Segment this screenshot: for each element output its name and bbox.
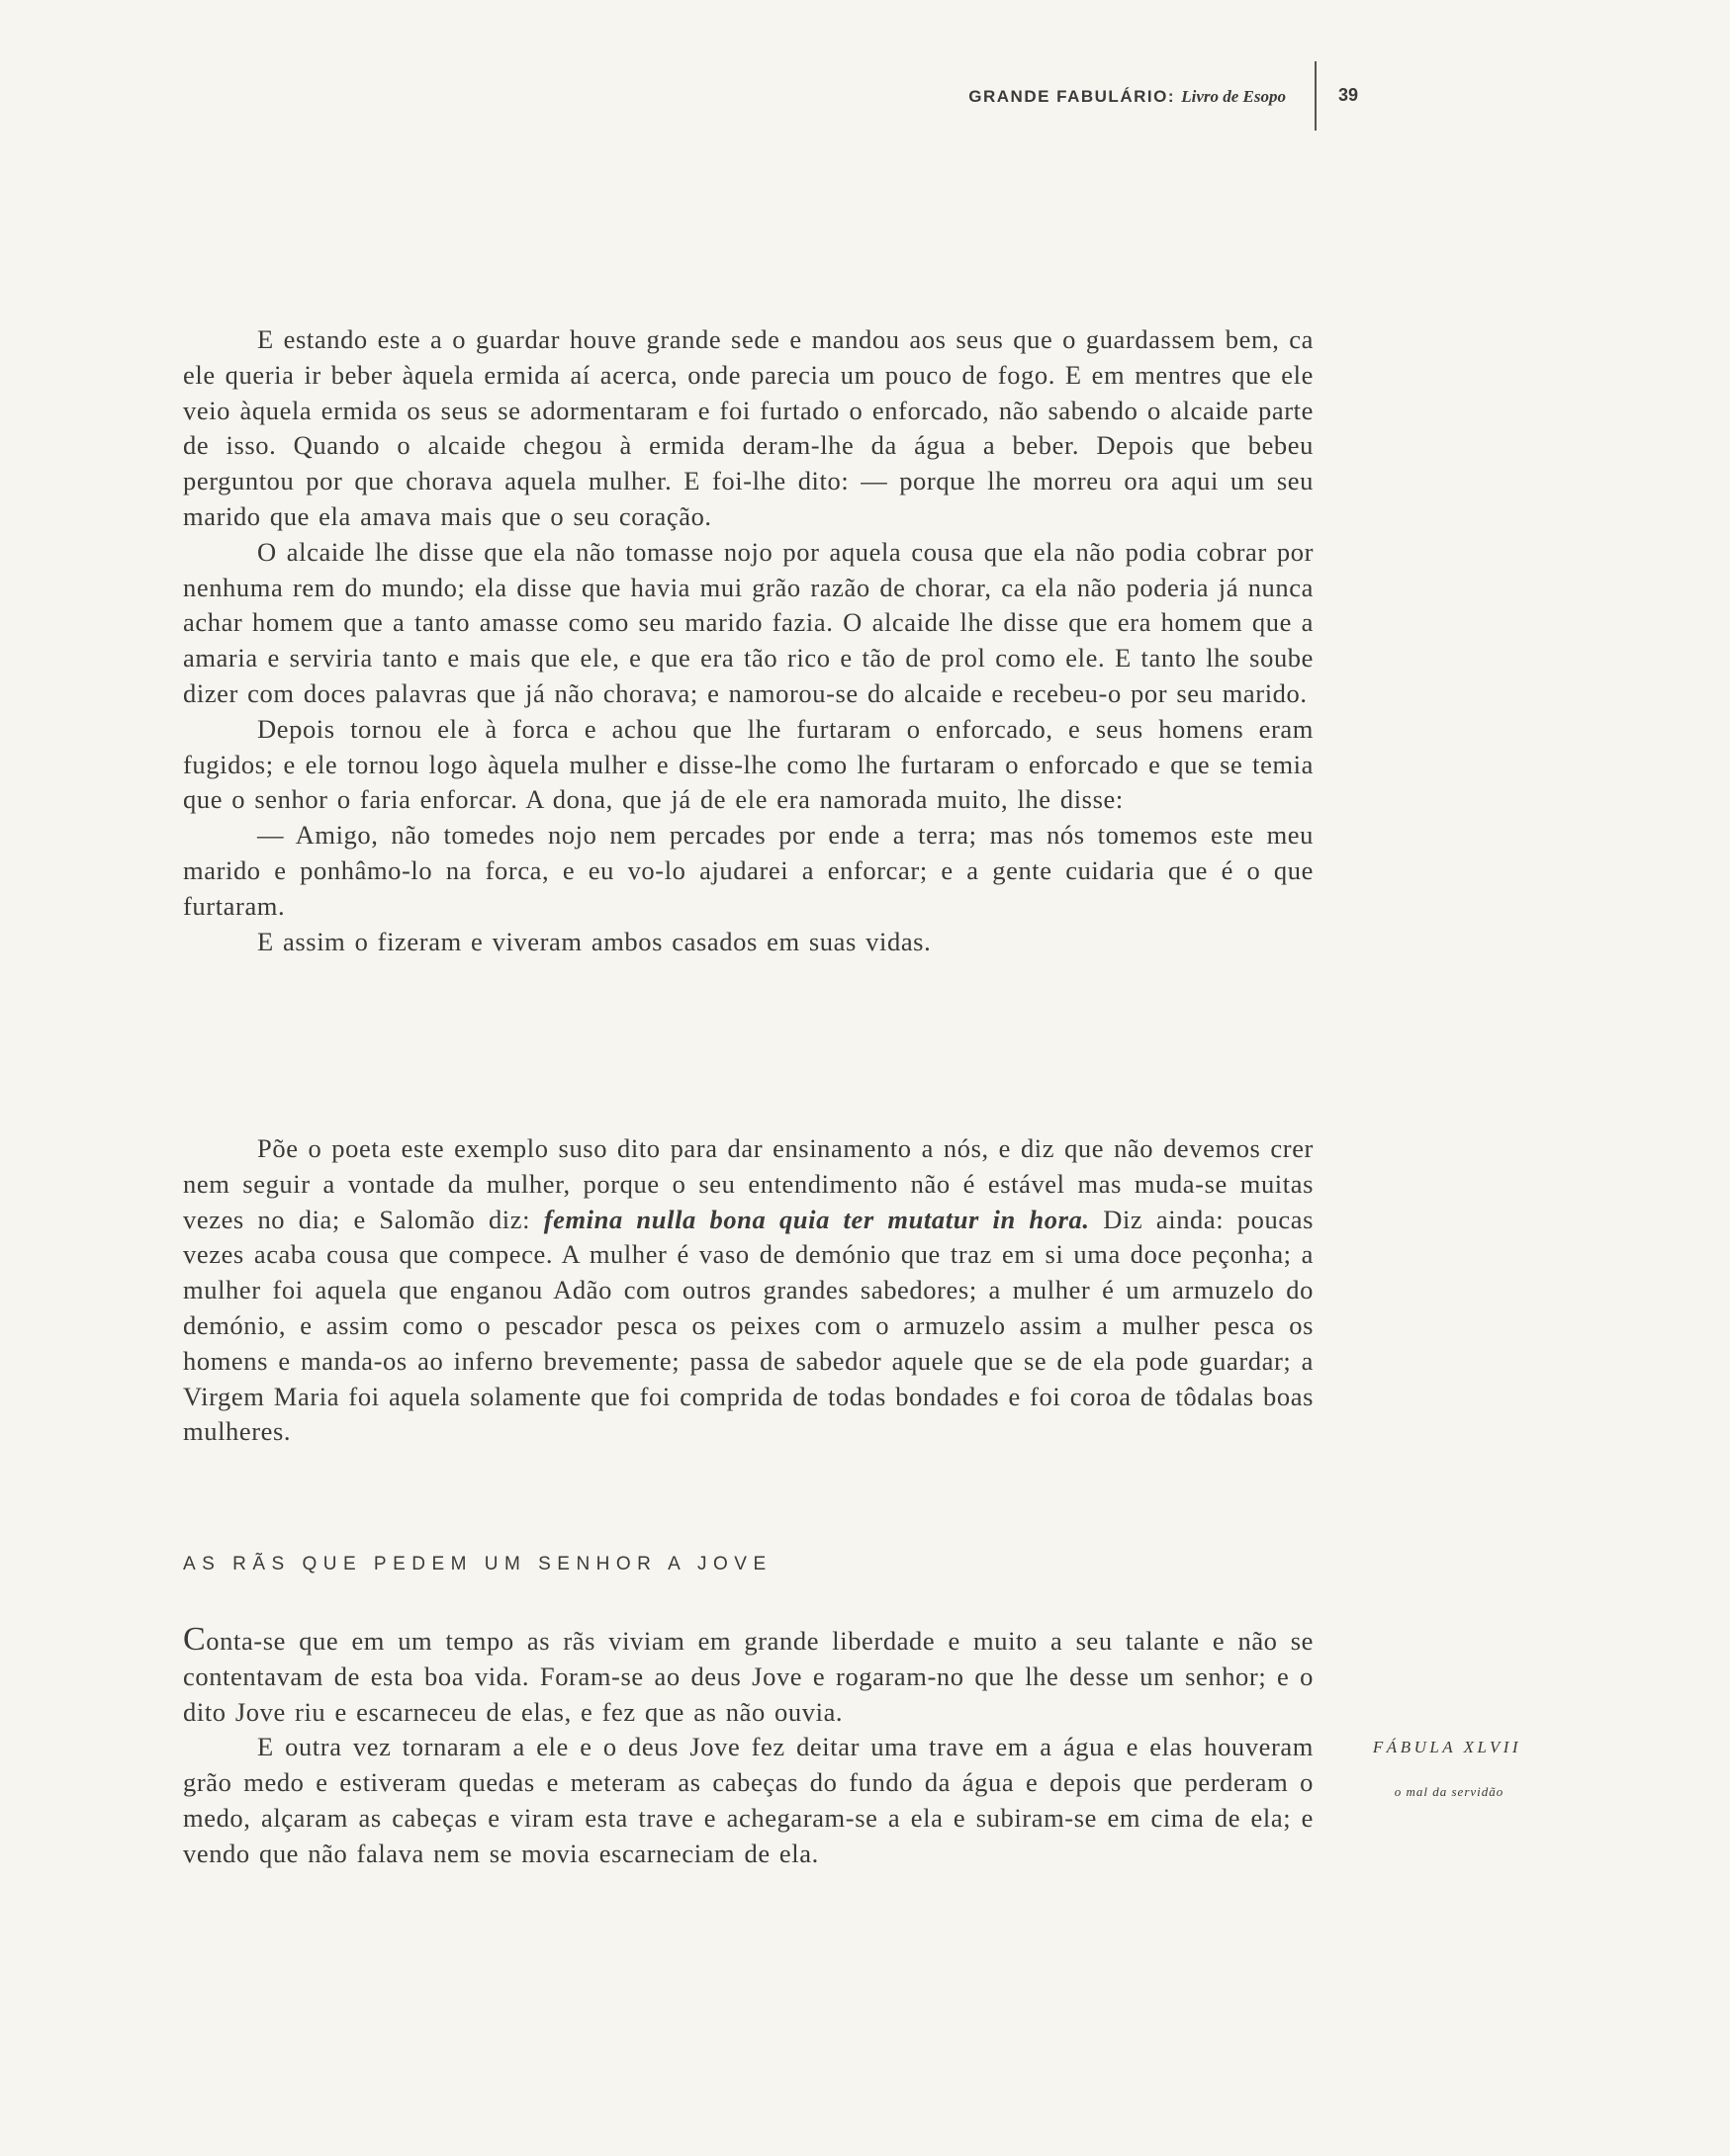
fable-first-text: onta-se que em um tempo as rãs viviam em grande liberdade e muito a seu talante e não se contentavam de esta boa vida. Foram-se ao deus Jove e rogaram-no que lhe desse um senhor; e o dito Jove riu e escarneceu de elas, e fez que as não ouvia. — [183, 1626, 1314, 1727]
running-head-title-text: GRANDE FABULÁRIO: — [968, 87, 1175, 106]
page-number: 39 — [1338, 85, 1359, 105]
drop-cap: C — [183, 1621, 207, 1658]
header-vertical-rule — [1315, 61, 1317, 131]
fable-number-label: FÁBULA XLVII — [1372, 1738, 1522, 1756]
text-block-1 — [183, 322, 1314, 959]
running-head-title — [968, 87, 1286, 107]
moral-text-after: Diz ainda: poucas vezes acaba cousa que compece. A mulher é vaso de demónio que traz em si uma doce peçonha; a mulher foi aquela que enganou Adão com outros grandes sabedores; a mulher é um armuzelo do demónio, e assim como o pescador pesca os peixes com o armuzelo assim a mulher pesca os homens e manda-os ao inferno brevemente; passa de sabedor aquele que se de ela pode guardar; a Virgem Maria foi aquela solamente que foi comprida de todas bondades e foi coroa de tôdalas boas mulheres. — [183, 1204, 1314, 1447]
running-head-subtitle: Livro de Esopo — [1181, 87, 1286, 106]
text-block-moral — [183, 1131, 1314, 1450]
margin-note: o mal da servidão — [1394, 1784, 1504, 1799]
running-head — [692, 79, 1286, 135]
paragraph: E estando este a o guardar houve grande sede e mandou aos seus que o guardassem bem, ca ele queria ir beber àquela ermida aí acerca, onde parecia um pouco de fogo. E em mentres que ele veio àquela ermida os seus se adormentaram e foi furtado o enforcado, não sabendo o alcaide parte de isso. Quando o alcaide chegou à ermida deram-lhe da água a beber. Depois que bebeu perguntou por que chorava aquela mulher. E foi-lhe dito: — porque lhe morreu ora aqui um seu marido que ela amava mais que o seu coração. — [183, 324, 1314, 531]
section-heading: AS RÃS QUE PEDEM UM SENHOR A JOVE — [183, 1554, 773, 1574]
fable-first-paragraph — [183, 1622, 1314, 1730]
paragraph: E assim o fizeram e viveram ambos casados em suas vidas. — [257, 926, 932, 956]
paragraph: O alcaide lhe disse que ela não tomasse nojo por aquela cousa que ela não podia cobrar por nenhuma rem do mundo; ela disse que havia mui grão razão de chorar, ca ela não poderia já nunca achar homem que a tanto amasse como seu marido fazia. O alcaide lhe disse que era homem que a amaria e serviria tanto e mais que ele, e que era tão rico e tão de prol como ele. E tanto lhe soube dizer com doces palavras que já não chorava; e namorou-se do alcaide e recebeu-o por seu marido. — [183, 536, 1314, 708]
moral-paragraph — [183, 1131, 1314, 1450]
moral-text-before: Põe o poeta este exemplo suso dito para dar ensinamento a nós, e diz que não devemos crer nem seguir a vontade da mulher, porque o seu entendimento não é estável mas muda-se muitas vezes no dia; e Salomão diz: — [183, 1133, 1314, 1234]
fable-second-paragraph: E outra vez tornaram a ele e o deus Jove fez deitar uma trave em a água e elas houveram grão medo e estiveram quedas e meteram as cabeças do fundo da água e depois que perderam o medo, alçaram as cabeças e viram esta trave e achegaram-se a ela e subiram-se em cima de ela; e vendo que não falava nem se movia escarneciam de ela. — [183, 1732, 1314, 1868]
text-block-fable — [183, 1622, 1314, 1872]
paragraph: — Amigo, não tomedes nojo nem percades por ende a terra; mas nós tomemos este meu marido e ponhâmo-lo na forca, e eu vo-lo ajudarei a enforcar; e a gente cuidaria que é o que furtaram. — [183, 820, 1314, 921]
paragraph: Depois tornou ele à forca e achou que lhe furtaram o enforcado, e seus homens eram fugidos; e ele tornou logo àquela mulher e disse-lhe como lhe furtaram o enforcado e que se temia que o senhor o faria enforcar. A dona, que já de ele era namorada muito, lhe disse: — [183, 713, 1314, 815]
latin-quote: femina nulla bona quia ter mutatur in hora. — [543, 1204, 1090, 1234]
